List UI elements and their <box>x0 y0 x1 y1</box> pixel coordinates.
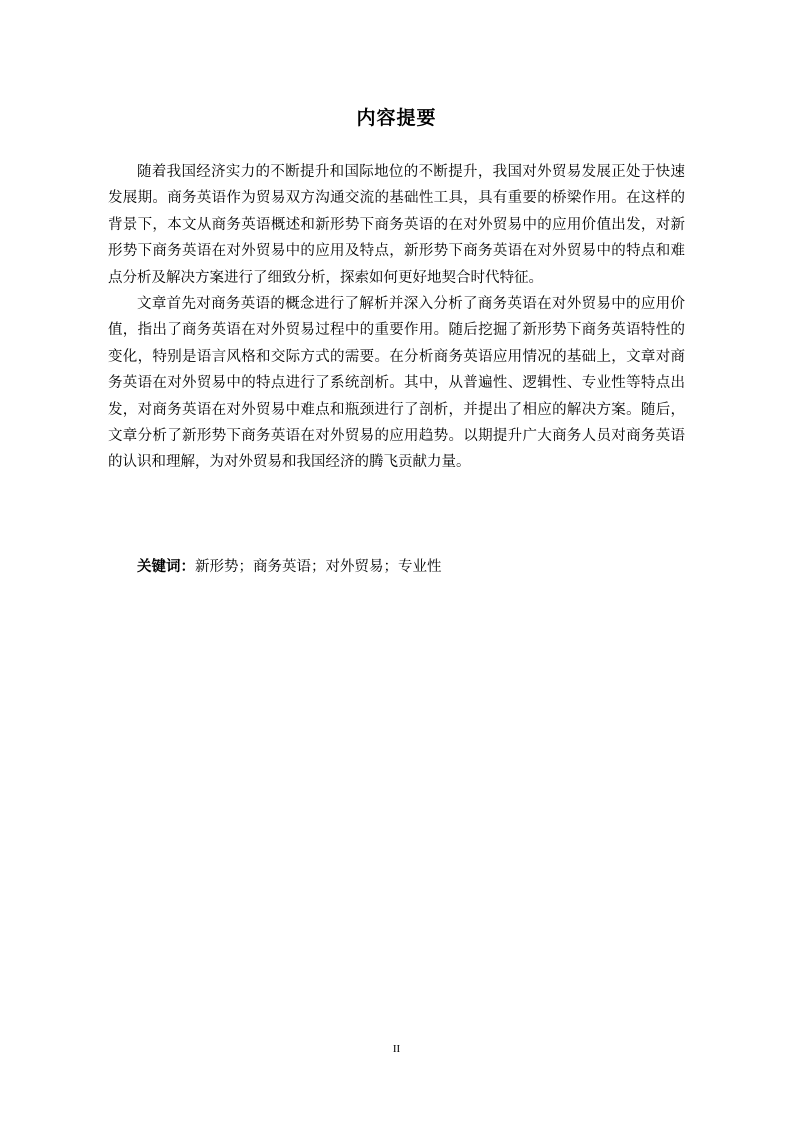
abstract-body <box>108 159 685 476</box>
abstract-paragraph-2: 文章首先对商务英语的概念进行了解析并深入分析了商务英语在对外贸易中的应用价值，指出了商务英语在对外贸易过程中的重要作用。随后挖掘了新形势下商务英语特性的变化，特别是语言风格和交际方式的需要。在分析商务英语应用情况的基础上，文章对商务英语在对外贸易中的特点进行了系统剖析。其中，从普遍性、逻辑性、专业性等特点出发，对商务英语在对外贸易中难点和瓶颈进行了剖析，并提出了相应的解决方案。随后，文章分析了新形势下商务英语在对外贸易的应用趋势。以期提升广大商务人员对商务英语的认识和理解，为对外贸易和我国经济的腾飞贡献力量。 <box>108 296 685 471</box>
page-title: 内容提要 <box>356 107 437 129</box>
page-number: II <box>392 1043 401 1055</box>
keywords-line <box>108 554 685 580</box>
keywords-text: 新形势；商务英语；对外贸易；专业性 <box>195 559 442 575</box>
abstract-paragraph-1: 随着我国经济实力的不断提升和国际地位的不断提升，我国对外贸易发展正处于快速发展期。商务英语作为贸易双方沟通交流的基础性工具，具有重要的桥梁作用。在这样的背景下，本文从商务英语概述和新形势下商务英语的在对外贸易中的应用价值出发，对新形势下商务英语在对外贸易中的应用及特点，新形势下商务英语在对外贸易中的特点和难点分析及解决方案进行了细致分析，探索如何更好地契合时代特征。 <box>108 164 685 286</box>
keywords-label: 关键词： <box>137 559 195 575</box>
